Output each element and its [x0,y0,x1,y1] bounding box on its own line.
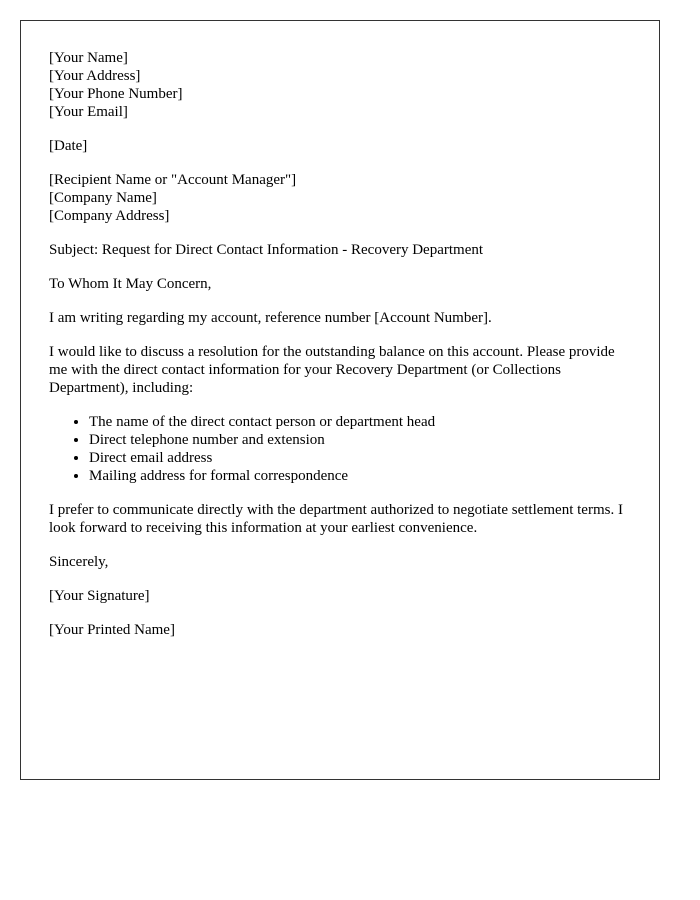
sender-address: [Your Address] [49,68,141,84]
subject-line: Subject: Request for Direct Contact Information - Recovery Department [49,242,484,258]
contact-info-list [49,413,634,485]
letter-content [49,49,634,655]
recipient-company-address: [Company Address] [49,208,170,224]
sender-name: [Your Name] [49,50,128,66]
recipient-name: [Recipient Name or "Account Manager"] [49,172,297,188]
salutation: To Whom It May Concern, [49,276,212,292]
body-paragraph-3: I prefer to communicate directly with the department authorized to negotiate settlement terms. I look forward to receiving this information at your earliest convenience. [49,502,623,536]
body-paragraph-1: I am writing regarding my account, reference number [Account Number]. [49,310,492,326]
printed-name: [Your Printed Name] [49,622,175,638]
sender-email: [Your Email] [49,104,128,120]
body-paragraph-2: I would like to discuss a resolution for the outstanding balance on this account. Please provide me with the direct contact information for your Recovery Department (or Collections Department), including: [49,344,615,396]
date-block [49,137,634,155]
sender-block [49,49,634,121]
list-item: • Direct telephone number and extension [89,431,634,449]
letter-page [20,20,660,780]
list-item: • Mailing address for formal correspondence [89,467,634,485]
recipient-block [49,171,634,225]
list-item: • The name of the direct contact person or department head [89,413,634,431]
list-item: • Direct email address [89,449,634,467]
letter-date: [Date] [49,138,88,154]
closing: Sincerely, [49,554,109,570]
signature-placeholder: [Your Signature] [49,588,150,604]
recipient-company: [Company Name] [49,190,157,206]
sender-phone: [Your Phone Number] [49,86,183,102]
